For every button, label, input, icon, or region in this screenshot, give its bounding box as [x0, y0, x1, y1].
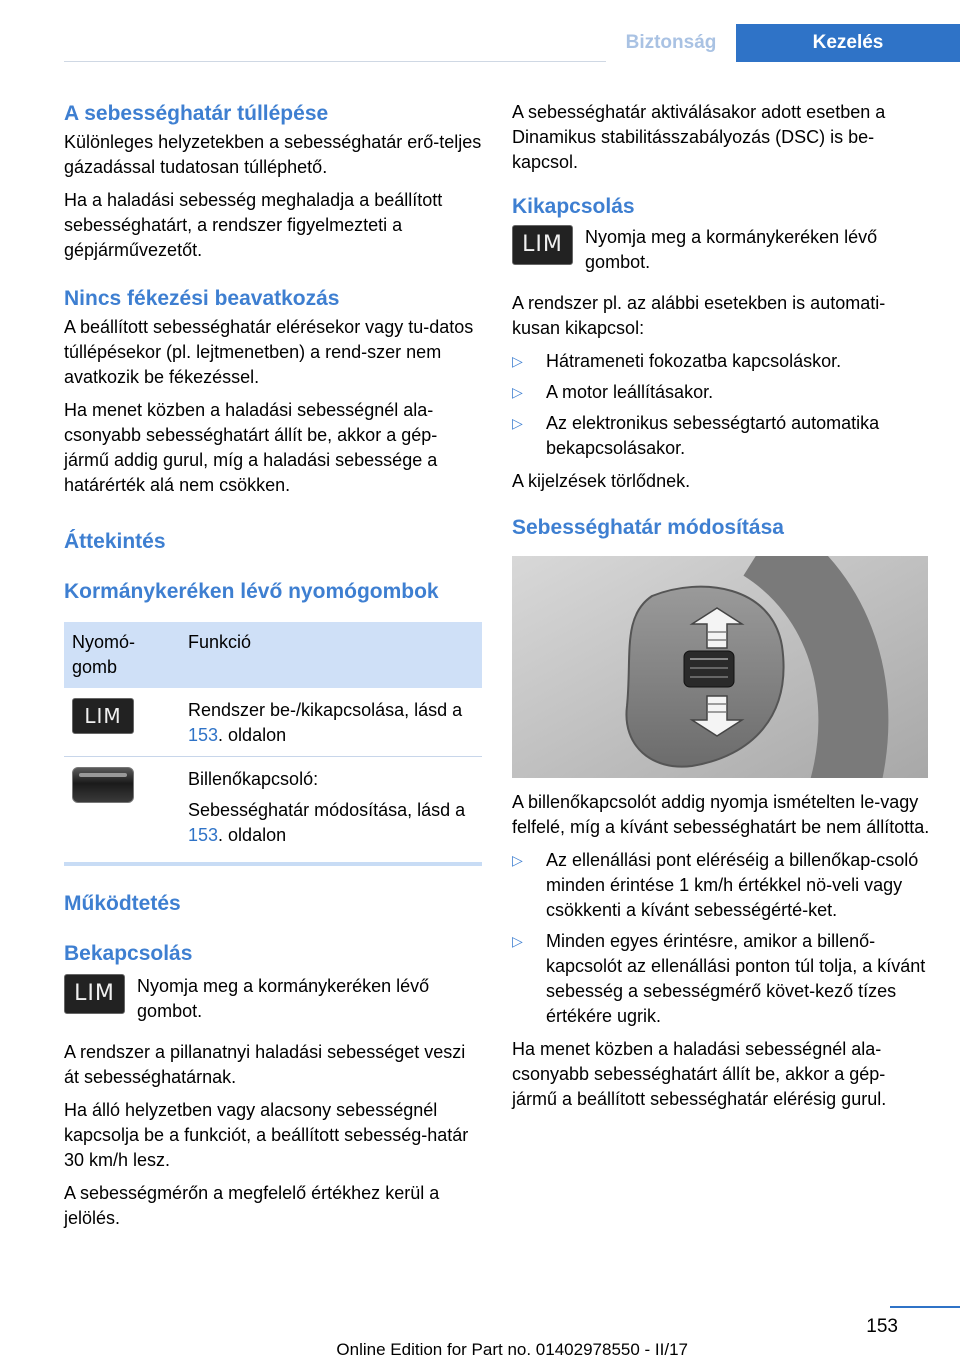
page-link[interactable]: 153 [188, 725, 219, 745]
row-text: . oldalon [218, 825, 287, 845]
paragraph: A kijelzések törlődnek. [512, 471, 691, 491]
paragraph: A sebességhatár aktiválásakor adott esetben a Dinamikus stabilitásszabályozás (DSC) is be-kapcsol. [512, 102, 886, 172]
page-number: 153 [866, 1316, 898, 1337]
lim-button-icon: LIM [512, 225, 573, 265]
paragraph: Nyomja meg a kormánykeréken lévő gombot. [137, 976, 430, 1021]
paragraph: Ha álló helyzetben vagy alacsony sebességnél kapcsolja be a funkciót, a beállított sebesség-határ 30 km/h lesz. [64, 1100, 469, 1170]
buttons-table [64, 622, 482, 866]
lim-button-icon: LIM [64, 974, 125, 1014]
auto-off-list [512, 349, 930, 461]
row-text: Rendszer be-/kikapcsolása, lásd a [188, 700, 463, 720]
switch-off-instruction [512, 225, 930, 275]
heading-no-braking: Nincs fékezési beavatkozás [64, 287, 340, 310]
paragraph: A rendszer a pillanatnyi haladási sebességet veszi át sebességhatárnak. [64, 1042, 466, 1087]
heading-switch-on: Bekapcsolás [64, 942, 193, 965]
left-column [64, 100, 482, 1239]
row-text: Billenőkapcsoló: [188, 769, 319, 789]
triangle-bullet-icon: ▷ [512, 353, 523, 369]
list-item: ▷ Hátrameneti fokozatba kapcsoláskor. [512, 349, 930, 374]
heading-change-limit: Sebességhatár módosítása [512, 516, 784, 539]
paragraph: A billenőkapcsolót addig nyomja ismételten le-vagy felfelé, míg a kívánt sebességhatárt be nem állította. [512, 792, 930, 837]
paragraph: Ha a haladási sebesség meghaladja a beállított sebességhatárt, a rendszer figyelmezteti a gépjárművezetőt. [64, 190, 443, 260]
triangle-bullet-icon: ▷ [512, 852, 523, 868]
footer-rule [890, 1306, 960, 1308]
paragraph: A beállított sebességhatár elérésekor vagy tu-datos túllépésekor (pl. lejtmenetben) a rend-szer nem avatkozik be fékezéssel. [64, 317, 474, 387]
list-item: ▷ Az ellenállási pont eléréséig a billenőkap-csoló minden érintése 1 km/h értékkel nö-veli vagy csökkenti a kívánt sebességérté-ket. [512, 850, 919, 920]
heading-wheel-buttons: Kormánykeréken lévő nyomógombok [64, 580, 439, 603]
table-header-row [64, 622, 482, 688]
paragraph: Nyomja meg a kormánykeréken lévő gombot. [585, 227, 878, 272]
header-chapter-tab[interactable]: Kezelés [736, 24, 960, 62]
rocker-switch-icon [72, 767, 134, 803]
table-header-function: Funkció [180, 622, 482, 688]
lim-button-icon: LIM [72, 698, 134, 734]
heading-overview: Áttekintés [64, 530, 166, 553]
paragraph: Ha menet közben a haladási sebességnél ala-csonyabb sebességhatárt állít be, akkor a gép-jármű addig gurul, míg a haladási sebessége a határérték alá nem csökken. [64, 400, 438, 495]
triangle-bullet-icon: ▷ [512, 384, 523, 400]
right-column [512, 100, 930, 1120]
page-link[interactable]: 153 [188, 825, 219, 845]
heading-speed-limit-exceed: A sebességhatár túllépése [64, 102, 329, 125]
switch-on-instruction [64, 974, 482, 1024]
table-row [64, 757, 482, 865]
triangle-bullet-icon: ▷ [512, 415, 523, 431]
list-item: ▷ A motor leállításakor. [512, 380, 930, 405]
steering-wheel-illustration [512, 556, 928, 778]
triangle-bullet-icon: ▷ [512, 933, 523, 949]
paragraph: A sebességmérőn a megfelelő értékhez kerül a jelölés. [64, 1183, 440, 1228]
list-item: ▷ Az elektronikus sebességtartó automatika bekapcsolásakor. [512, 413, 880, 458]
paragraph: A rendszer pl. az alábbi esetekben is automati-kusan kikapcsol: [512, 293, 886, 338]
table-row [64, 688, 482, 757]
edition-label: Online Edition for Part no. 01402978550 - II/17 [336, 1340, 688, 1359]
paragraph: Különleges helyzetekben a sebességhatár erő-teljes gázadással tudatosan túlléphető. [64, 132, 482, 177]
heading-operation: Működtetés [64, 892, 181, 915]
header-section-tab[interactable]: Biztonság [606, 24, 736, 62]
row-text: Sebességhatár módosítása, lásd a [188, 800, 466, 820]
paragraph: Ha menet közben a haladási sebességnél ala-csonyabb sebességhatárt állít be, akkor a gép-jármű a beállított sebességhatár elérésig gurul. [512, 1039, 887, 1109]
heading-switch-off: Kikapcsolás [512, 195, 635, 218]
list-item: ▷ Minden egyes érintésre, amikor a billenő-kapcsolót az ellenállási ponton túl tolja, a kívánt sebesség a sebességmérő követ-kező tízes értékére ugrik. [512, 931, 926, 1026]
row-text: . oldalon [218, 725, 287, 745]
table-header-button: Nyomó-gomb [64, 622, 180, 688]
rocker-behaviour-list [512, 848, 930, 1029]
